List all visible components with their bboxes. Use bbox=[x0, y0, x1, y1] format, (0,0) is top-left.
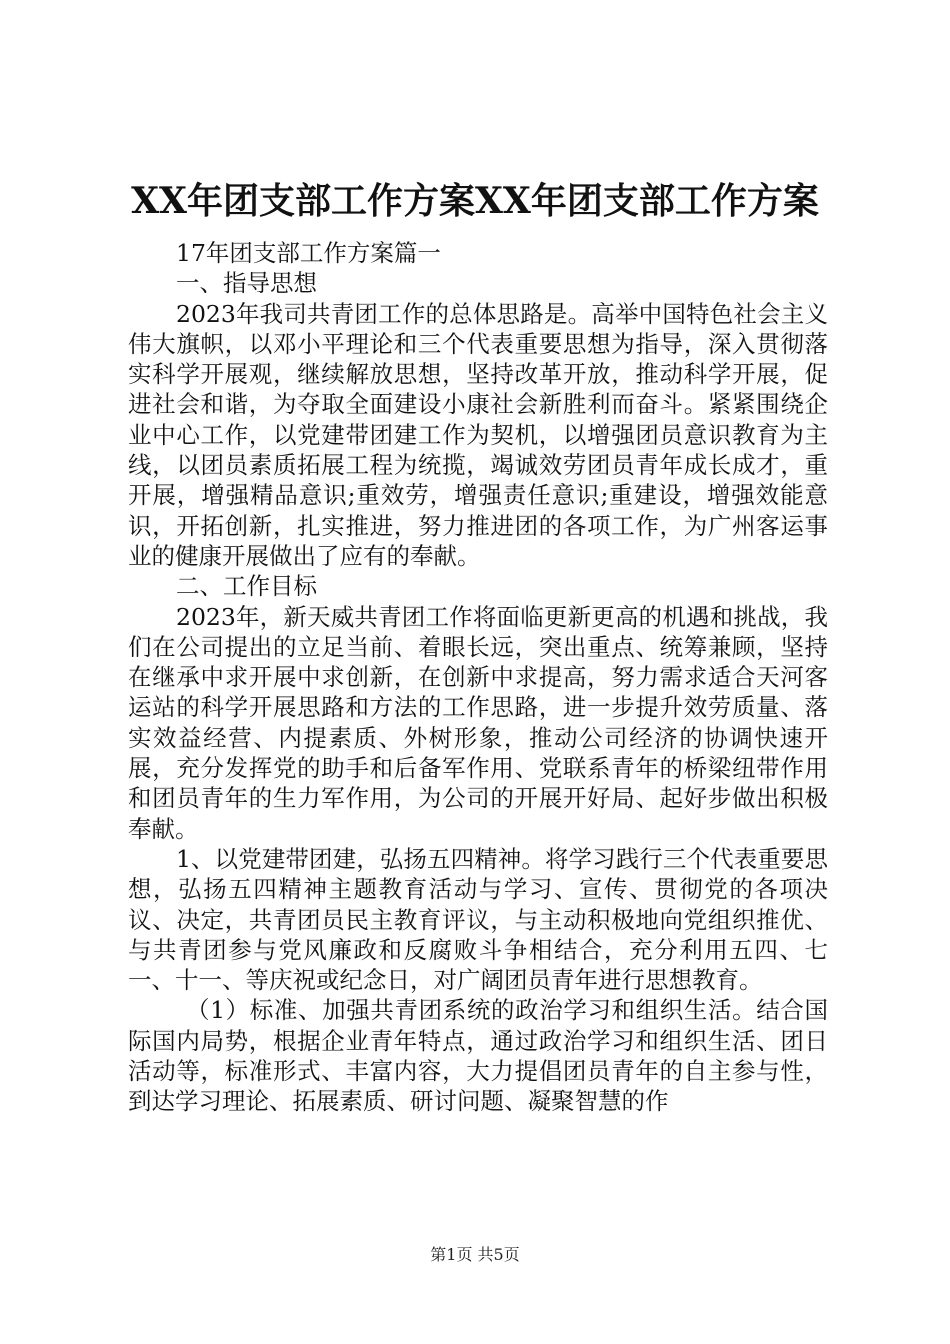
section-heading-guiding-ideology: 一、指导思想 bbox=[176, 269, 317, 298]
paragraph-party-youth-league: 1、以党建带团建，弘扬五四精神。将学习践行三个代表重要思想，弘扬五四精神主题教育活动与学习、宣传、贯彻党的各项决议、决定，共青团员民主教育评议，与主动积极地向党组织推优、与共青团参与党风廉政和反腐败斗争相结合，充分利用五四、七一、十一、等庆祝或纪念日，对广阔团员青年进行思想教育。 bbox=[128, 844, 828, 995]
page-footer: 第1页 共5页 bbox=[430, 1245, 520, 1264]
section-heading-plan: 17年团支部工作方案篇一 bbox=[176, 239, 441, 267]
paragraph-guiding-ideology: 2023年我司共青团工作的总体思路是。高举中国特色社会主义伟大旗帜，以邓小平理论和三个代表重要思想为指导，深入贯彻落实科学开展观，继续解放思想，坚持改革开放，推动科学开展，促进社会和谐，为夺取全面建设小康社会新胜利而奋斗。紧紧围绕企业中心工作，以党建带团建工作为契机，以增强团员意识教育为主线，以团员素质拓展工程为统揽，竭诚效劳团员青年成长成才，重开展，增强精品意识;重效劳，增强责任意识;重建设，增强效能意识，开拓创新，扎实推进，努力推进团的各项工作，为广州客运事业的健康开展做出了应有的奉献。 bbox=[128, 299, 828, 570]
document-title: XX年团支部工作方案XX年团支部工作方案 bbox=[131, 180, 819, 222]
document-body bbox=[128, 238, 828, 1117]
paragraph-work-goals: 2023年，新天威共青团工作将面临更新更高的机遇和挑战，我们在公司提出的立足当前、着眼长远，突出重点、统筹兼顾，坚持在继承中求开展中求创新，在创新中求提高，努力需求适合天河客运站的科学开展思路和方法的工作思路，进一步提升效劳质量、落实效益经营、内提素质、外树形象，推动公司经济的协调快速开展，充分发挥党的助手和后备军作用、党联系青年的桥梁纽带作用和团员青年的生力军作用，为公司的开展开好局、起好步做出积极奉献。 bbox=[128, 602, 828, 843]
paragraph-political-study: （1）标准、加强共青团系统的政治学习和组织生活。结合国际国内局势，根据企业青年特点，通过政治学习和组织生活、团日活动等，标准形式、丰富内容，大力提倡团员青年的自主参与性，到达学习理论、拓展素质、研讨问题、凝聚智慧的作 bbox=[128, 996, 828, 1116]
section-heading-work-goals: 二、工作目标 bbox=[176, 572, 317, 601]
